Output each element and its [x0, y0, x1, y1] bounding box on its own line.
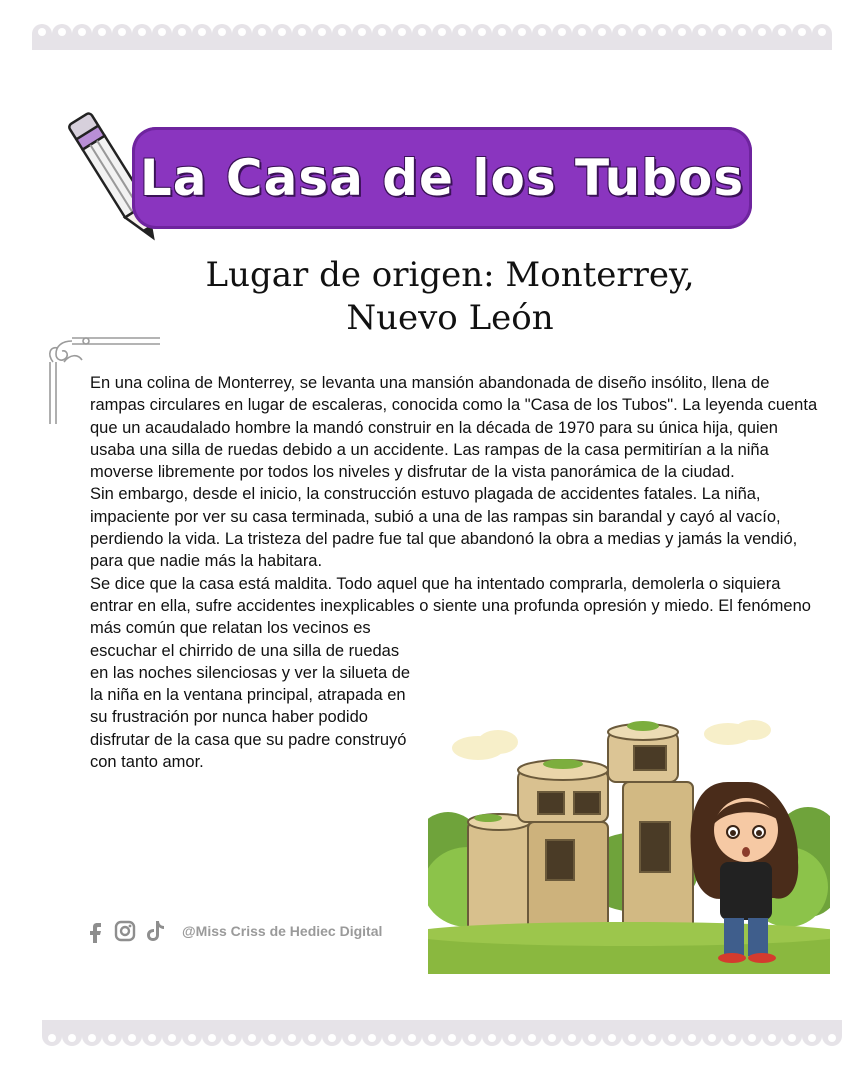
- author-handle: @Miss Criss de Hediec Digital: [182, 923, 383, 939]
- origin-line-2: Nuevo León: [346, 298, 554, 338]
- origin-line-1: Lugar de origen: Monterrey,: [205, 255, 695, 295]
- page-title: La Casa de los Tubos: [139, 149, 745, 207]
- bottom-scalloped-border: [42, 1020, 842, 1056]
- story-paragraph-1: En una colina de Monterrey, se levanta una mansión abandonada de diseño insólito, llena de rampas circulares en lugar de escaleras, conocida como la "Casa de los Tubos". La leyenda cuenta que un acaudalado hombre la mandó construir en la década de 1970 para su única hija, quien usaba una silla de ruedas debido a un accidente. Las rampas de la casa permitirían a la niña moverse libremente por todos los niveles y disfrutar de la vista panorámica de la ciudad.: [90, 374, 818, 482]
- tube-house-illustration: [428, 712, 830, 974]
- story-paragraph-2: Sin embargo, desde el inicio, la construcción estuvo plagada de accidentes fatales. La niña, impaciente por ver su casa terminada, subió a una de las rampas sin barandal y cayó al vacío, perdiendo la vida. La tristeza del padre fue tal que abandonó la obra a medias y jamás la vendió, para que nadie más la habitara.: [90, 485, 798, 571]
- origin-subtitle: [150, 254, 750, 340]
- story-paragraph-end: escuchar el chirrido de una silla de ruedas en las noches silenciosas y ver la silueta de la niña en la ventana principal, atrapada en su frustración por nunca haber podido disfrutar de la casa que su padre construyó con tanto amor.: [90, 641, 411, 772]
- top-scalloped-border: [32, 22, 832, 50]
- tiktok-icon[interactable]: [144, 919, 166, 943]
- facebook-icon[interactable]: [84, 919, 106, 943]
- instagram-icon[interactable]: [114, 919, 136, 943]
- title-banner: [132, 127, 752, 229]
- story-paragraph-3: Se dice que la casa está maldita. Todo aquel que ha intentado comprarla, demolerla o siquiera entrar en ella, sufre accidentes inexplicables o siente una profunda opresión y miedo. El fenómeno más común que relatan los vecinos es: [90, 574, 811, 638]
- social-footer: [84, 918, 382, 944]
